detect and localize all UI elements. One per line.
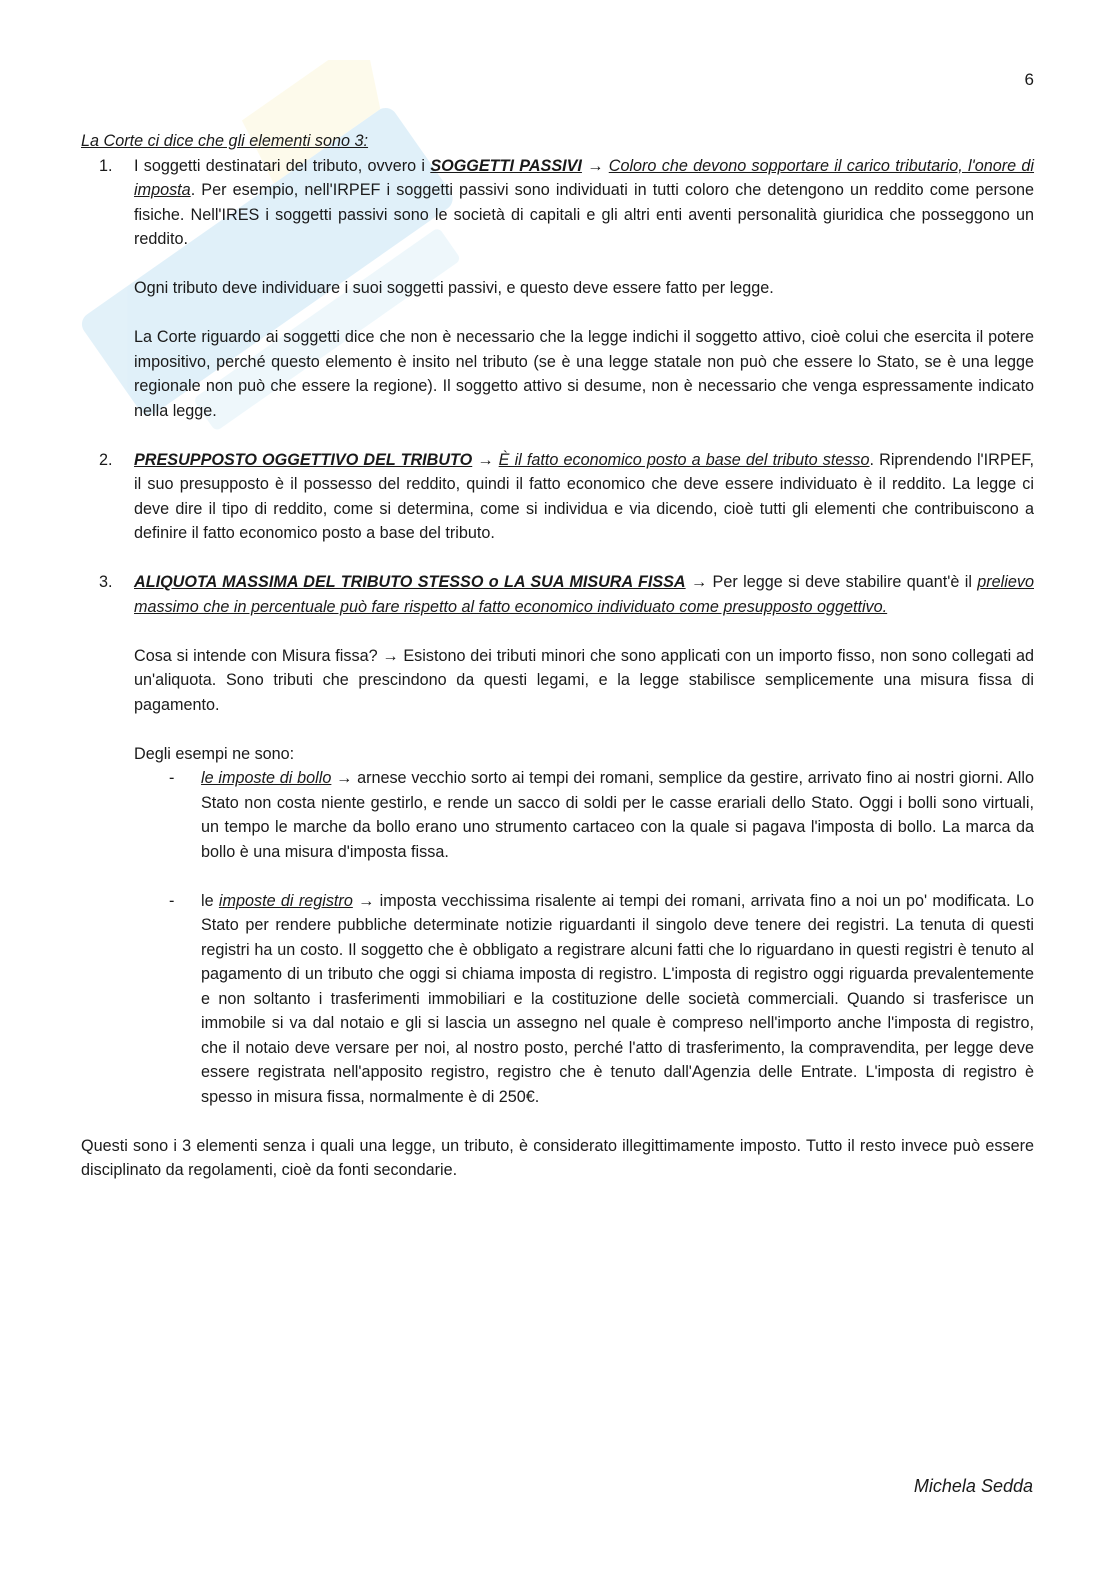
definition: prelievo massimo che in percentuale può fare rispetto al fatto economico individuato come presupposto oggettivo. <box>134 573 1034 616</box>
item-3-paragraph-2: Cosa si intende con Misura fissa? → Esistono dei tributi minori che sono applicati con un importo fisso, non sono collegati ad un'aliquota. Sono tributi che prescindono da questi legami, e la legge stabilisce semplicemente una misura fissa di pagamento. <box>134 646 1034 714</box>
conclusion-paragraph: Questi sono i 3 elementi senza i quali una legge, un tributo, è considerato illegittimamente imposto. Tutto il resto invece può essere disciplinato da regolamenti, cioè da fonti secondarie. <box>81 1136 1034 1179</box>
list-number: 1. <box>99 156 113 175</box>
document-body <box>81 129 1034 1183</box>
list-item-1 <box>81 154 1034 424</box>
item-1-paragraph-2: Ogni tributo deve individuare i suoi soggetti passivi, e questo deve essere fatto per legge. <box>134 279 774 297</box>
item-1-paragraph: I soggetti destinatari del tributo, ovvero i SOGGETTI PASSIVI → Coloro che devono sopportare il carico tributario, l'onore di imposta. Per esempio, nell'IRPEF i soggetti passivi sono individuati in tutti coloro che detengono un reddito come persone fisiche. Nell'IRES i soggetti passivi sono le società di capitali e gli altri enti aventi personalità giuridica che posseggono un reddito. <box>134 156 1035 248</box>
definition: È il fatto economico posto a base del tributo stesso <box>498 450 870 469</box>
dash-bullet: - <box>169 769 175 787</box>
item-3-paragraph: ALIQUOTA MASSIMA DEL TRIBUTO STESSO o LA SUA MISURA FISSA → Per legge si deve stabilire quant'è il prelievo massimo che in percentuale può fare rispetto al fatto economico individuato come presupposto oggettivo. <box>134 573 1034 616</box>
dash-bullet: - <box>169 891 175 910</box>
list-item-2 <box>81 448 1034 546</box>
term-presupposto: PRESUPPOSTO OGGETTIVO DEL TRIBUTO <box>134 450 473 469</box>
sub-item-registro: - le imposte di registro → imposta vecchissima risalente ai tempi dei romani, arrivata fino a noi un po' modificata. Lo Stato per rendere pubbliche determinate notizie riguardanti il singolo deve tenere dei registri. La tenuta di questi registri ha un costo. Il soggetto che è obbligato a registrare alcuni fatti che lo riguardano in questi registri è tenuto al pagamento di un tributo che oggi si chiama imposta di registro. L'imposta di registro oggi riguarda prevalentemente e non soltanto i trasferimenti immobiliari e la costituzione delle società commerciali. Quando si trasferisce un immobile si va dal notaio e gli si lascia un assegno nel quale è compreso nell'importo anche l'imposta di registro, che il notaio deve versare per noi, al nostro posto, perché l'atto di trasferimento, la compravendita, per legge deve essere registrata nell'apposito registro, registro che è tenuto dall'Agenzia delle Entrate. L'imposta di registro è spesso in misura fissa, normalmente è di 250€. <box>81 889 1034 1110</box>
item-2-paragraph: PRESUPPOSTO OGGETTIVO DEL TRIBUTO → È il fatto economico posto a base del tributo stesso. Riprendendo l'IRPEF, il suo presupposto è il possesso del reddito, quindi il fatto economico che deve essere individuato è il reddito. La legge ci deve dire il tipo di reddito, come si determina, come si individua e via dicendo, cioè tutti gli elementi che contribuiscono a definire il fatto economico posto a base del tributo. <box>134 450 1035 542</box>
list-item-3 <box>81 570 1034 766</box>
definition: Coloro che devono sopportare il carico tributario, l'onore di imposta <box>134 156 1035 199</box>
term-soggetti-passivi: SOGGETTI PASSIVI <box>430 156 582 175</box>
author-signature: Michela Sedda <box>913 1476 1033 1496</box>
term-aliquota: ALIQUOTA MASSIMA DEL TRIBUTO STESSO o LA SUA MISURA FISSA <box>134 573 686 591</box>
page-number: 6 <box>1024 70 1034 89</box>
item-3-paragraph-3: Degli esempi ne sono: <box>134 744 295 763</box>
list-number: 2. <box>99 450 113 469</box>
term-imposte-bollo: le imposte di bollo <box>201 769 332 787</box>
list-number: 3. <box>99 573 113 591</box>
item-1-paragraph-3: La Corte riguardo ai soggetti dice che non è necessario che la legge indichi il soggetto attivo, cioè colui che esercita il potere impositivo, perché questo elemento è insito nel tributo (se è una legge statale non può che essere lo Stato, se è una legge regionale non può che essere la regione). Il soggetto attivo si desume, non è necessario che venga espressamente indicato nella legge. <box>134 328 1034 420</box>
sub-item-bollo: - le imposte di bollo → arnese vecchio sorto ai tempi dei romani, semplice da gestire, arrivato fino ai nostri giorni. Allo Stato non costa niente gestirlo, e rende un sacco di soldi per le casse erariali dello Stato. Oggi i bolli sono virtuali, un tempo le marche da bollo erano uno strumento cartaceo con la quale si pagava l'imposta di bollo. La marca da bollo è una misura d'imposta fissa. <box>81 766 1034 864</box>
intro-line: La Corte ci dice che gli elementi sono 3: <box>81 132 369 150</box>
term-imposte-registro: imposte di registro <box>218 891 353 910</box>
